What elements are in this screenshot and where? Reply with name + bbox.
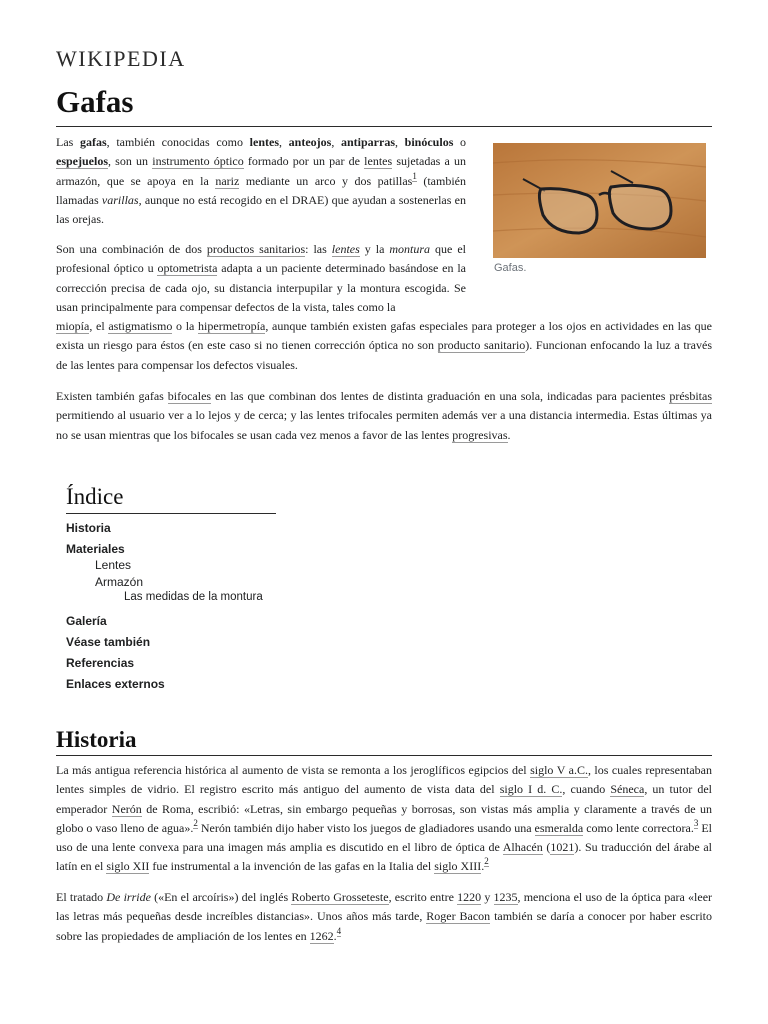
text-run: gafas	[80, 135, 107, 149]
text-run: («En el arcoíris») del inglés	[150, 890, 292, 904]
text-run: , cuando	[562, 782, 611, 797]
text-run: .	[507, 427, 511, 442]
text-run: (también llamadas	[56, 173, 466, 207]
text-run: Son una combinación de dos	[56, 242, 207, 256]
infobox-caption: Gafas.	[494, 262, 527, 274]
inline-link[interactable]: Alhacén	[502, 840, 543, 855]
text-run: De irride	[106, 890, 151, 904]
text-run: El uso de una lente convexa para una imagen más amplia es discutido en el libro de óptica de	[56, 820, 713, 855]
text-run: de Roma, escribió: «Letras, sin embargo pequeñas y borrosas, son vistas más amplia y claramente a través de un globo o vaso lleno de agua».	[56, 801, 712, 835]
inline-link[interactable]: siglo V a.C.	[530, 763, 588, 777]
text-run: ). Funcionan enfocando la luz a través de las lentes para compensar los defectos visuales.	[56, 338, 712, 372]
inline-link[interactable]: espejuelos	[56, 154, 108, 169]
text-run: ,	[395, 135, 405, 149]
text-run: Existen también gafas	[56, 389, 168, 403]
reference-link[interactable]: 2	[484, 856, 489, 867]
historia-paragraph-1	[56, 761, 712, 877]
wikipedia-wordmark[interactable]: WIKIPEDIA	[56, 46, 186, 71]
text-run: Las	[56, 135, 80, 149]
text-run: , son un	[108, 154, 153, 169]
historia-paragraph-2	[56, 888, 712, 946]
text-run: permitiendo al usuario ver a lo lejos y de cerca; y las lentes trifocales permiten además ver a una distancia intermedia. Estas últimas ya no se usan mientras que los bifocales se usan cada vez menos a favor de las lentes	[56, 408, 712, 442]
text-run: , los cuales representaban lentes simples de vidrio. El registro escrito más antiguo del aumento de vista data del	[56, 763, 712, 797]
text-run: ). Su traducción del árabe al latín en el	[56, 840, 712, 874]
toc-item-lentes[interactable]: Lentes	[95, 558, 132, 572]
inline-link[interactable]: lentes	[364, 154, 393, 169]
text-run: o	[453, 135, 467, 149]
text-run: La más antigua referencia histórica al aumento de vista se remonta a los jeroglíficos egipcios del	[56, 763, 531, 777]
toc-item-materiales[interactable]: Materiales	[66, 542, 125, 556]
text-run: o la	[172, 319, 199, 333]
inline-link[interactable]: 1235	[493, 890, 518, 904]
eyeglasses-photo	[493, 143, 706, 258]
inline-link[interactable]: producto sanitario	[437, 338, 526, 353]
toc-item-enlaces-externos[interactable]: Enlaces externos	[66, 677, 165, 691]
inline-link[interactable]: Séneca	[610, 782, 645, 797]
text-run: , aunque también existen gafas especiales para proteger a los ojos en actividades en las que exista un riesgo para éstos (en este caso si no tienen corrección óptica no son	[56, 319, 712, 353]
inline-link[interactable]: hipermetropía	[198, 319, 266, 333]
reference-link[interactable]: 1	[412, 170, 417, 181]
text-run: y la	[359, 242, 390, 256]
inline-link[interactable]: progresivas	[452, 427, 508, 442]
text-run: que el profesional óptico u	[56, 242, 466, 276]
toc-item-historia[interactable]: Historia	[66, 521, 111, 535]
text-run: .	[481, 859, 485, 874]
text-run: anteojos	[288, 135, 332, 149]
text-run: (	[542, 840, 551, 855]
section-heading-historia: Historia	[56, 727, 137, 752]
text-run: antiparras	[341, 135, 395, 149]
text-run: , el	[89, 319, 109, 333]
text-run: , un tutor del emperador	[56, 782, 712, 816]
inline-link[interactable]: 1220	[457, 890, 482, 904]
inline-link[interactable]: Roberto Grosseteste	[291, 890, 389, 904]
inline-link[interactable]: Nerón	[111, 801, 142, 816]
text-run: : las	[305, 242, 332, 256]
text-run: Nerón también dijo haber visto los juegos de gladiadores usando una	[197, 820, 535, 835]
inline-link[interactable]: 1262	[309, 928, 334, 943]
text-run: ,	[278, 135, 289, 149]
text-run: , menciona el uso de la óptica para «leer las letras más pequeñas desde increíbles distancias». Unos años más tarde,	[56, 890, 713, 924]
inline-link[interactable]: nariz	[215, 173, 240, 188]
toc-item-armaz-n[interactable]: Armazón	[95, 575, 144, 589]
title-divider	[56, 126, 712, 127]
inline-link[interactable]: astigmatismo	[108, 319, 173, 333]
text-run: mediante un arco y dos patillas	[239, 173, 413, 188]
reference-link[interactable]: 2	[193, 817, 198, 828]
inline-link[interactable]: siglo XIII	[434, 859, 482, 874]
text-run: varillas,	[101, 192, 142, 207]
inline-link[interactable]: optometrista	[157, 261, 218, 276]
text-run: montura	[389, 242, 431, 256]
text-run: aunque no está recogido en el DRAE) que ayudan a sostenerlas en las orejas.	[56, 192, 466, 227]
inline-link[interactable]: 1021	[550, 840, 575, 855]
intro-paragraph-1	[56, 133, 466, 229]
inline-link[interactable]: miopía	[56, 319, 90, 333]
text-run: , también conocidas como	[106, 135, 250, 149]
inline-link[interactable]: bifocales	[167, 389, 212, 403]
inline-link[interactable]: esmeralda	[534, 820, 584, 835]
reference-link[interactable]: 4	[336, 925, 342, 936]
text-run: formado por un par de	[243, 154, 365, 169]
inline-link[interactable]: siglo XII	[106, 859, 150, 874]
text-run: también se daría a conocer por haber escrito sobre las propiedades de ampliación de los lentes en	[56, 909, 713, 943]
toc-item-referencias[interactable]: Referencias	[66, 656, 135, 670]
intro-paragraph-2-continued	[56, 317, 712, 375]
text-run: ,	[331, 135, 341, 149]
inline-link[interactable]: Roger Bacon	[426, 909, 491, 924]
text-run: adapta a un paciente determinado basándose en la corrección precisa de cada ojo, su distancia interpupilar y la montura escogida. Se usan principalmente para compensar defectos de la vista, tales como la	[56, 261, 466, 314]
text-run: lentes	[249, 135, 279, 149]
inline-link[interactable]: instrumento óptico	[152, 154, 244, 169]
toc-title: Índice	[66, 484, 124, 509]
inline-link[interactable]: siglo I d. C.	[499, 782, 563, 797]
inline-link[interactable]: lentes	[331, 242, 360, 256]
inline-link[interactable]: productos sanitarios	[206, 242, 306, 256]
text-run: y	[481, 890, 494, 904]
intro-paragraph-3	[56, 387, 712, 445]
page-title: Gafas	[56, 84, 134, 119]
text-run: binóculos	[404, 135, 454, 149]
inline-link[interactable]: présbitas	[669, 389, 713, 403]
intro-paragraph-2	[56, 240, 466, 317]
toc-item-las-medidas-de-la-montura[interactable]: Las medidas de la montura	[124, 591, 263, 603]
toc-item-galer-a[interactable]: Galería	[66, 614, 107, 628]
infobox-image[interactable]	[493, 143, 706, 258]
reference-link[interactable]: 3	[693, 817, 699, 828]
text-run: El tratado	[56, 890, 107, 904]
toc-item-v-ase-tambi-n[interactable]: Véase también	[66, 635, 151, 649]
text-run: fue instrumental a la invención de las gafas en la Italia del	[149, 859, 435, 874]
section-divider-historia	[56, 755, 712, 756]
text-run: como lente correctora.	[583, 820, 694, 835]
toc-divider	[66, 513, 276, 514]
text-run: sujetadas a un armazón, que se apoya en la	[56, 154, 467, 188]
text-run: en las que combinan dos lentes de distinta graduación en una sola, indicadas para pacientes	[211, 389, 670, 403]
text-run: , escrito entre	[388, 890, 458, 904]
text-run: .	[333, 928, 337, 943]
